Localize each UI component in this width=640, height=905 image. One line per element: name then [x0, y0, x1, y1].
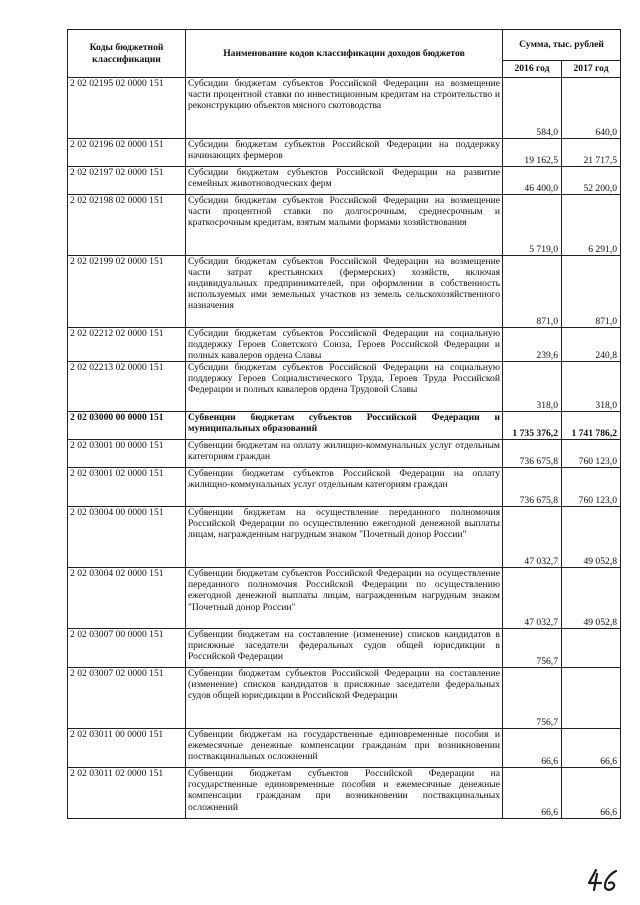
row-value-2017: 240,8: [562, 328, 621, 362]
row-value-2016: 756,7: [503, 629, 562, 668]
row-value-2016: 239,6: [503, 328, 562, 362]
row-description: Субвенции бюджетам на осуществление переданного полномочия Российской Федерации по осуществлению ежегодной денежной выплаты лицам, награжденным нагрудным знаком "Почетный донор России": [186, 507, 503, 568]
row-description: Субсидии бюджетам субъектов Российской Федерации на возмещение части процентной ставки по инвестиционным кредитам на строительство и реконструкцию объектов мясного скотоводства: [186, 78, 503, 139]
row-description: Субсидии бюджетам субъектов Российской Федерации на развитие семейных животноводческих ферм: [186, 167, 503, 195]
row-value-2016: 66,6: [503, 729, 562, 768]
row-value-2017: 52 200,0: [562, 167, 621, 195]
row-description: Субсидии бюджетам субъектов Российской Федерации на поддержку начинающих фермеров: [186, 139, 503, 167]
table-row: [68, 78, 621, 139]
row-description: Субвенции бюджетам на составление (изменение) списков кандидатов в присяжные заседатели федеральных судов общей юрисдикции в Российской Федерации: [186, 629, 503, 668]
table-body: [68, 78, 621, 819]
row-code: 2 02 02213 02 0000 151: [68, 362, 186, 412]
row-description: Субвенции бюджетам субъектов Российской Федерации на государственные единовременные пособия и ежемесячные денежные компенсации гражданам при возникновении поствакцинальных осложнений: [186, 768, 503, 819]
row-code: 2 02 03004 02 0000 151: [68, 568, 186, 629]
row-value-2016: 47 032,7: [503, 507, 562, 568]
row-code: 2 02 02198 02 0000 151: [68, 195, 186, 256]
row-description: Субсидии бюджетам субъектов Российской Федерации на возмещение части процентной ставки по долгосрочным, среднесрочным и краткосрочным кредитам, взятым малыми формами хозяйствования: [186, 195, 503, 256]
row-value-2016: 47 032,7: [503, 568, 562, 629]
table-row: [68, 668, 621, 729]
row-value-2016: 5 719,0: [503, 195, 562, 256]
table-row: [68, 568, 621, 629]
row-value-2017: 318,0: [562, 362, 621, 412]
table-row: [68, 362, 621, 412]
row-description: Субвенции бюджетам субъектов Российской Федерации и муниципальных образований: [186, 412, 503, 440]
row-description: Субвенции бюджетам субъектов Российской Федерации на осуществление переданного полномочия Российской Федерации по осуществлению ежегодной денежной выплаты лицам, награжденным нагрудным знаком "Почетный донор России": [186, 568, 503, 629]
row-value-2017: [562, 629, 621, 668]
row-value-2017: 760 123,0: [562, 440, 621, 468]
table-row: [68, 768, 621, 819]
row-value-2016: 736 675,8: [503, 468, 562, 507]
row-code: 2 02 03001 02 0000 151: [68, 468, 186, 507]
table-header: [68, 30, 621, 78]
row-value-2017: 66,6: [562, 729, 621, 768]
row-value-2017: 1 741 786,2: [562, 412, 621, 440]
row-code: 2 02 03011 00 0000 151: [68, 729, 186, 768]
row-description: Субсидии бюджетам субъектов Российской Федерации на социальную поддержку Героев Советского Союза, Героев Российской Федерации и полных кавалеров ордена Славы: [186, 328, 503, 362]
row-code: 2 02 03007 02 0000 151: [68, 668, 186, 729]
header-year-2017: 2017 год: [562, 61, 621, 78]
handwritten-page-number: [586, 868, 622, 892]
row-value-2016: 756,7: [503, 668, 562, 729]
row-code: 2 02 03001 00 0000 151: [68, 440, 186, 468]
row-value-2017: [562, 668, 621, 729]
row-code: 2 02 03007 00 0000 151: [68, 629, 186, 668]
row-value-2017: 640,0: [562, 78, 621, 139]
row-value-2016: 19 162,5: [503, 139, 562, 167]
row-code: 2 02 02212 02 0000 151: [68, 328, 186, 362]
row-value-2016: 318,0: [503, 362, 562, 412]
row-value-2017: 760 123,0: [562, 468, 621, 507]
row-value-2016: 584,0: [503, 78, 562, 139]
table-row: [68, 256, 621, 328]
row-description: Субвенции бюджетам субъектов Российской Федерации на оплату жилищно-коммунальных услуг отдельным категориям граждан: [186, 468, 503, 507]
table-row: [68, 167, 621, 195]
row-code: 2 02 02199 02 0000 151: [68, 256, 186, 328]
header-names: Наименование кодов классификации доходов бюджетов: [186, 30, 503, 78]
header-sum: Сумма, тыс. рублей: [503, 30, 621, 61]
row-code: 2 02 02197 02 0000 151: [68, 167, 186, 195]
table-row: [68, 629, 621, 668]
row-value-2016: 46 400,0: [503, 167, 562, 195]
row-value-2016: 66,6: [503, 768, 562, 819]
header-codes: Коды бюджетной классификации: [68, 30, 186, 78]
row-description: Субвенции бюджетам на оплату жилищно-коммунальных услуг отдельным категориям граждан: [186, 440, 503, 468]
row-description: Субсидии бюджетам субъектов Российской Федерации на возмещение части затрат крестьянских (фермерских) хозяйств, включая индивидуальных предпринимателей, при оформлении в собственность используемых ими земельных участков из земель сельскохозяйственного назначения: [186, 256, 503, 328]
table-row: [68, 729, 621, 768]
table-row: [68, 468, 621, 507]
row-value-2016: 736 675,8: [503, 440, 562, 468]
row-code: 2 02 02195 02 0000 151: [68, 78, 186, 139]
row-value-2016: 1 735 376,2: [503, 412, 562, 440]
row-value-2017: 49 052,8: [562, 507, 621, 568]
row-value-2017: 6 291,0: [562, 195, 621, 256]
table-row: [68, 440, 621, 468]
table-row: [68, 195, 621, 256]
row-description: Субвенции бюджетам субъектов Российской Федерации на составление (изменение) списков кандидатов в присяжные заседатели федеральных судов общей юрисдикции в Российской Федерации: [186, 668, 503, 729]
row-code: 2 02 03004 00 0000 151: [68, 507, 186, 568]
row-code: 2 02 03000 00 0000 151: [68, 412, 186, 440]
table-row: [68, 412, 621, 440]
row-code: 2 02 02196 02 0000 151: [68, 139, 186, 167]
table-row: [68, 139, 621, 167]
header-year-2016: 2016 год: [503, 61, 562, 78]
table-row: [68, 328, 621, 362]
row-value-2017: 871,0: [562, 256, 621, 328]
row-value-2016: 871,0: [503, 256, 562, 328]
row-description: Субсидии бюджетам субъектов Российской Федерации на социальную поддержку Героев Социалистического Труда, Героев Труда Российской Федерации и полных кавалеров ордена Трудовой Славы: [186, 362, 503, 412]
row-value-2017: 21 717,5: [562, 139, 621, 167]
row-description: Субвенции бюджетам на государственные единовременные пособия и ежемесячные денежные компенсации гражданам при возникновении поствакцинальных осложнений: [186, 729, 503, 768]
budget-table: [67, 29, 621, 819]
table-row: [68, 507, 621, 568]
row-value-2017: 49 052,8: [562, 568, 621, 629]
row-value-2017: 66,6: [562, 768, 621, 819]
row-code: 2 02 03011 02 0000 151: [68, 768, 186, 819]
